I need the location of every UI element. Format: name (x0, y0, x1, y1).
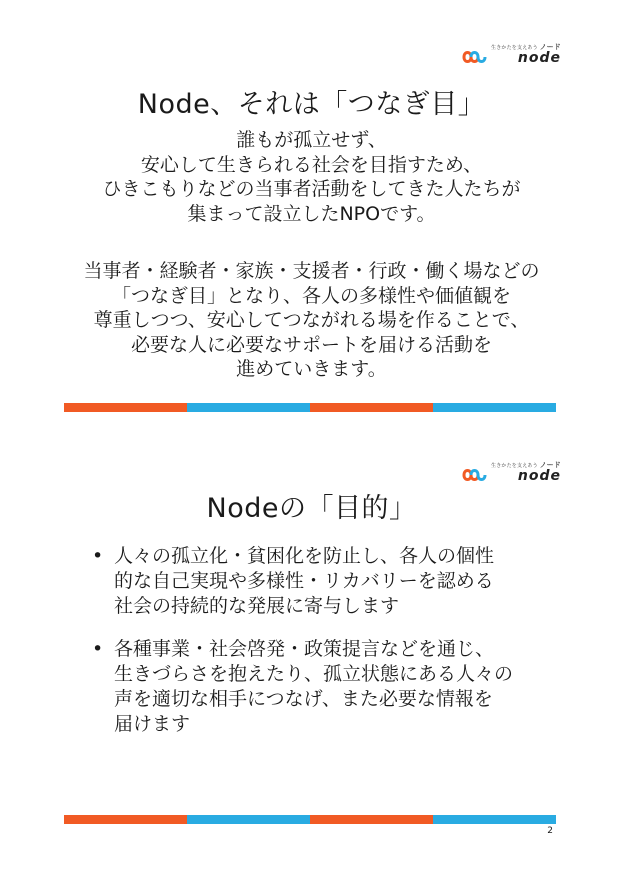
logo-tagline: 生きかたを支えあう (491, 463, 538, 469)
purpose-list (92, 544, 583, 755)
paragraph-line: 必要な人に必要なサポートを届ける活動を (130, 333, 492, 356)
purpose-list-item (92, 637, 583, 737)
mission-paragraph (0, 259, 623, 382)
paragraph-line: 進めていきます。 (236, 358, 387, 380)
node-knot-logo-icon (462, 467, 488, 483)
slide-2-title: Nodeの「目的」 (206, 493, 417, 524)
logo-kana: ノード (539, 461, 561, 469)
bullet-line: 届けます (114, 713, 191, 735)
bullet-line: 人々の孤立化・貧困化を防止し、各人の個性 (114, 545, 495, 567)
page-number: 2 (547, 826, 553, 836)
color-stripe-divider (64, 815, 556, 824)
logo-kana: ノード (539, 43, 561, 51)
paragraph-line: ひきこもりなどの当事者活動をしてきた人たちが (102, 178, 521, 200)
paragraph-line: 安心して生きられる社会を目指すため、 (140, 153, 483, 176)
stripe-segment (64, 815, 187, 824)
slide-1-title: Node、それは「つなぎ目」 (137, 89, 486, 120)
paragraph-line: 当事者・経験者・家族・支援者・行政・働く場などの (83, 260, 540, 282)
bullet-dot: • (92, 545, 104, 567)
logo-wordmark: node (517, 50, 561, 66)
intro-paragraph (0, 128, 623, 226)
paragraph-line: 集まって設立したNPOです。 (187, 202, 436, 225)
paragraph-line: 誰もが孤立せず、 (236, 129, 387, 151)
node-logo (462, 44, 561, 65)
paragraph-line: 尊重しつつ、安心してつながれる場を作ることで、 (93, 309, 530, 331)
bullet-line: 的な自己実現や多様性・リカバリーを認める (114, 570, 494, 592)
slide-2 (0, 440, 623, 874)
stripe-segment (187, 815, 310, 824)
stripe-segment (64, 403, 187, 412)
purpose-list-item (92, 544, 583, 619)
paragraph-line: 「つなぎ目」となり、各人の多様性や価値観を (111, 284, 511, 307)
bullet-line: 社会の持続的な発展に寄与します (114, 595, 400, 617)
node-logo (462, 462, 561, 483)
node-knot-logo-icon (462, 49, 488, 65)
stripe-segment (310, 403, 433, 412)
bullet-line: 生きづらさを抱えたり、孤立状態にある人々の (114, 663, 514, 685)
bullet-line: 各種事業・社会啓発・政策提言などを通じ、 (114, 638, 495, 660)
stripe-segment (433, 815, 556, 824)
stripe-segment (310, 815, 433, 824)
stripe-segment (433, 403, 556, 412)
logo-wordmark: node (517, 468, 561, 484)
slide-1 (0, 0, 623, 430)
stripe-segment (187, 403, 310, 412)
bullet-dot: • (92, 638, 104, 660)
bullet-line: 声を適切な相手につなげ、また必要な情報を (114, 688, 493, 710)
color-stripe-divider (64, 403, 556, 412)
logo-tagline: 生きかたを支えあう (491, 45, 538, 51)
